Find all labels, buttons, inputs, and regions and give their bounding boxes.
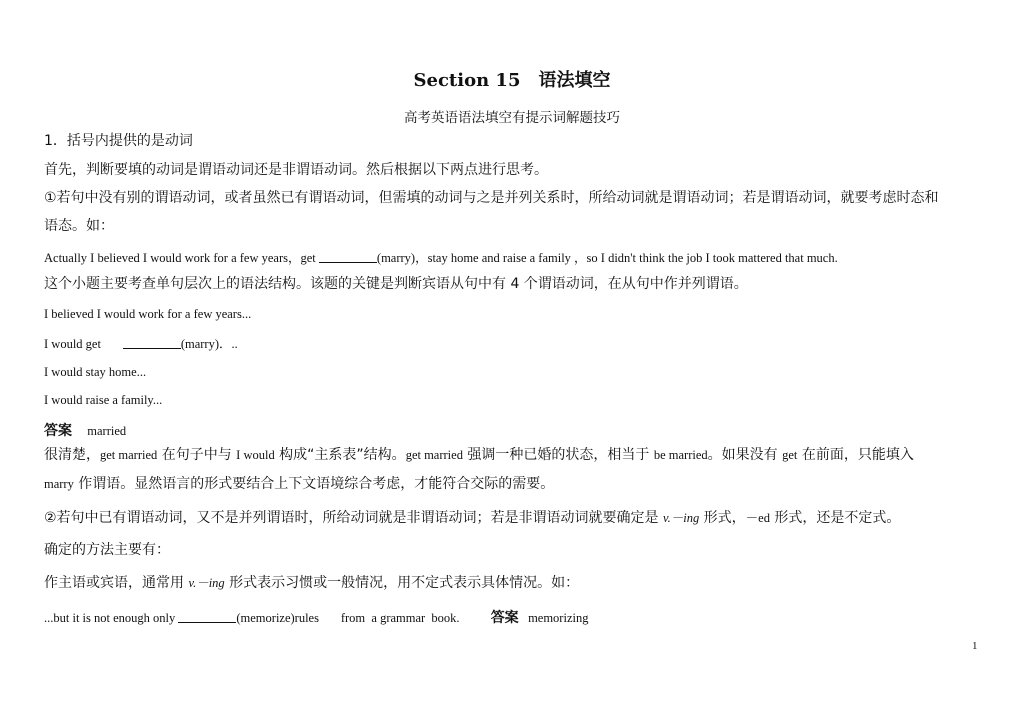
p6-text-c: 形式， [699,510,746,526]
p6-en-ving: v.－ing [663,511,700,525]
example1-after-blank: (marry)，stay home and raise a family ，so I didn't think the job I took mattered that much. [376,251,838,265]
paragraph-intro: 首先，判断要填的动词是谓语动词还是非谓语动词。然后根据以下两点进行思考。 [44,162,548,178]
example-sentence-1 [44,250,838,267]
example2-after-blank: (memorize)rules from a grammar book. [236,611,460,625]
p4-en-get-married-2: get married [405,448,463,462]
answer2-label: 答案 [490,610,519,626]
p5-text-b: 作谓语。显然语言的形式要结合上下文语境综合考虑，才能符合交际的需要。 [73,476,555,492]
p4-text-e: 构成“主系表”结构。 [274,447,406,463]
clause-4: I would raise a family... [44,393,163,407]
paragraph-rule2 [44,510,900,528]
answer-blank-2 [123,336,181,349]
p8-text-c: 形式表示习惯或一般情况，用不定式表示具体情况。如： [224,575,580,591]
paragraph-explanation-line1 [44,447,914,465]
p4-text-i: 。如果没有 [707,447,783,463]
p4-text-a: 很清楚， [44,447,100,463]
p4-text-g: 强调一种已婚的状态，相当于 [462,447,654,463]
clause-2 [44,336,238,353]
answer2-value: memorizing [528,611,589,625]
p6-text-e: 形式，还是不定式。 [769,510,901,526]
p4-en-i-would: I would [236,448,275,462]
answer-blank-1 [319,250,377,263]
paragraph-explanation-line2 [44,476,554,494]
p8-text-a: 作主语或宾语，通常用 [44,575,189,591]
answer1-label: 答案 [44,423,72,439]
example1-before-blank: Actually I believed I would work for a few years，get [44,251,319,265]
example2-before-blank: ...but it is not enough only [44,611,179,625]
paragraph-methods: 确定的方法主要有： [44,542,170,558]
answer1-value: married [87,424,127,438]
page-title: Section 15 语法填空 [413,70,611,91]
p4-en-get: get [782,448,798,462]
page-subtitle: 高考英语语法填空有提示词解题技巧 [404,110,620,126]
heading-verb-in-brackets: 1．括号内提供的是动词 [44,133,193,149]
example-sentence-2 [44,610,588,628]
clause2-after-blank: (marry)．.. [180,337,238,351]
answer-1 [44,420,126,441]
p8-en-ving: v.－ing [188,576,225,590]
p4-text-c: 在句子中与 [157,447,237,463]
paragraph-rule1-line1: ①若句中没有别的谓语动词，或者虽然已有谓语动词，但需填的动词与之是并列关系时，所给动词就是谓语动词；若是谓语动词，就要考虑时态和 [44,190,939,206]
p4-en-be-married: be married [653,448,708,462]
p4-text-k: 在前面，只能填入 [797,447,914,463]
clause2-before-blank: I would get [44,337,123,351]
clause-1: I believed I would work for a few years... [44,307,252,321]
paragraph-subject-object [44,575,579,593]
p5-en-marry: marry [44,477,74,491]
p6-text-a: ②若句中已有谓语动词，又不是并列谓语时，所给动词就是非谓语动词；若是非谓语动词就要确定是 [44,510,663,526]
paragraph-analysis: 这个小题主要考查单句层次上的语法结构。该题的关键是判断宾语从句中有 4 个谓语动词，在从句中作并列谓语。 [44,276,748,292]
page-number: 1 [972,640,978,652]
paragraph-rule1-line2: 语态。如： [44,218,114,234]
clause-3: I would stay home... [44,365,147,379]
answer-blank-3 [178,610,236,623]
p6-en-ed: －ed [745,511,770,525]
p4-en-get-married: get married [100,448,158,462]
